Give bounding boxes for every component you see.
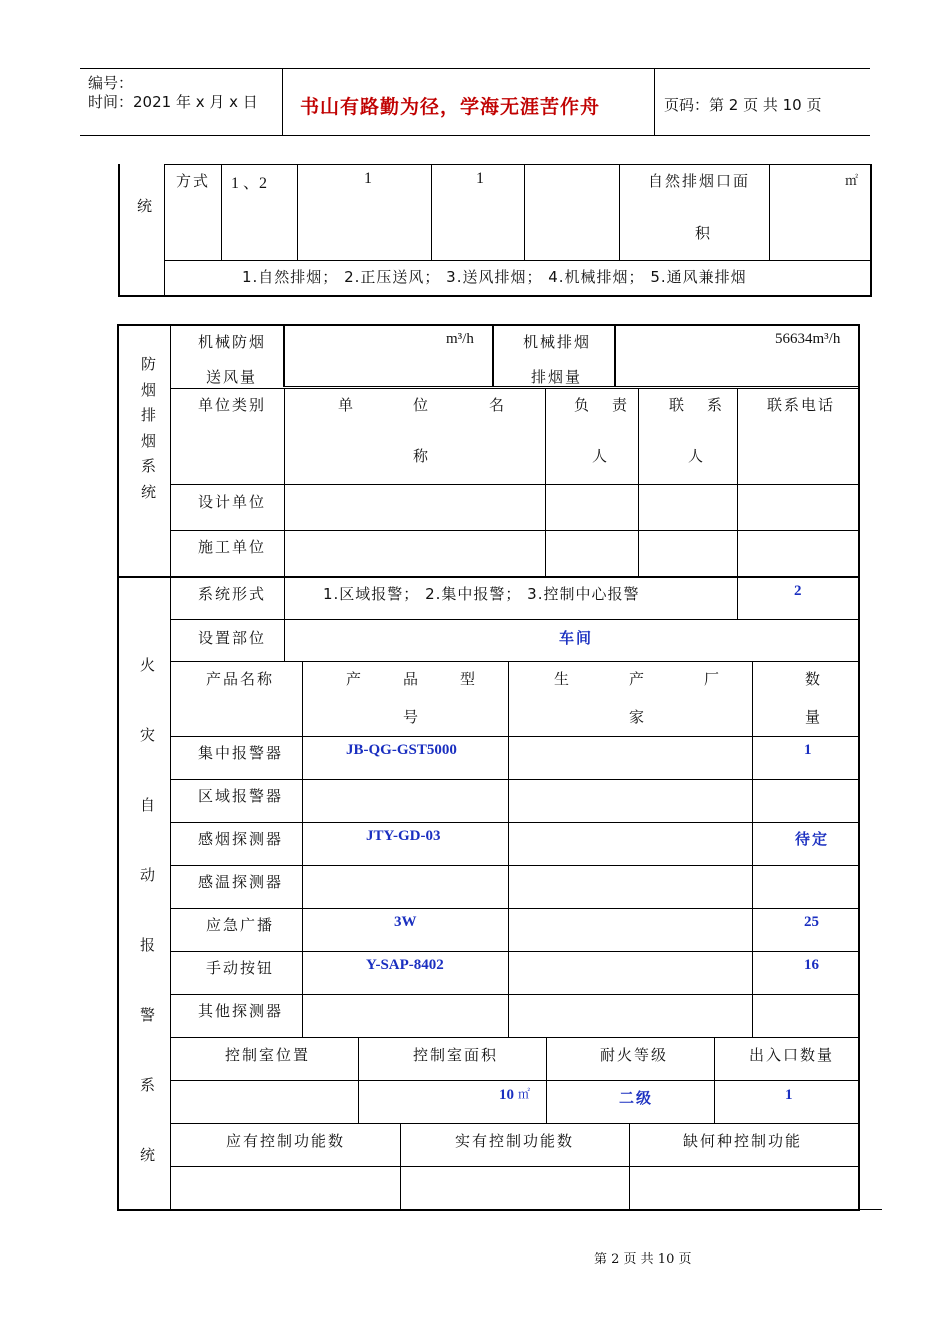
func-actual-header: 实有控制功能数: [455, 1132, 575, 1150]
sys-form-options: 1.区域报警； 2.集中报警； 3.控制中心报警: [323, 585, 640, 603]
mode-value: 1 、2: [231, 175, 268, 192]
mech-exhaust-label-2: 排烟量: [531, 368, 583, 386]
ctrl-room-position-header: 控制室位置: [225, 1046, 311, 1064]
model-header-1: 产: [346, 670, 364, 688]
model-header-3: 型: [460, 670, 478, 688]
product-row-model: JTY-GD-03: [366, 828, 441, 844]
document-number-label: 编号：: [88, 74, 134, 92]
fire-side-char-2: 灾: [140, 726, 158, 744]
phone-header: 联系电话: [767, 396, 836, 414]
fire-side-char-4: 动: [140, 866, 158, 884]
fire-rating-header: 耐火等级: [600, 1046, 669, 1064]
resp-header-3: 人: [592, 447, 610, 465]
product-name-header: 产品名称: [206, 670, 275, 688]
maker-header-3: 厂: [704, 670, 722, 688]
product-row-name: 区域报警器: [198, 787, 284, 805]
natural-area-unit: ㎡: [845, 174, 861, 189]
fire-side-char-1: 火: [140, 656, 158, 674]
sys-form-value: 2: [794, 583, 802, 599]
mech-exhaust-label: 机械排烟: [523, 333, 592, 351]
mode-label: 方式: [176, 172, 211, 190]
exits-value: 1: [785, 1087, 793, 1103]
mech-supply-label-2: 送风量: [206, 368, 258, 386]
func-should-header: 应有控制功能数: [226, 1132, 346, 1150]
contact-header-1: 联: [669, 396, 687, 414]
smoke-mode-legend: 1.自然排烟； 2.正压送风； 3.送风排烟； 4.机械排烟； 5.通风兼排烟: [242, 268, 747, 286]
unit-name-header-2: 位: [413, 396, 431, 414]
natural-area-label-2: 积: [695, 224, 713, 242]
product-row-name: 手动按钮: [206, 959, 275, 977]
product-row-qty: 16: [804, 957, 819, 973]
ctrl-room-area-unit: ㎡: [518, 1087, 533, 1101]
func-missing-header: 缺何种控制功能: [683, 1132, 803, 1150]
location-value: 车间: [559, 629, 594, 647]
product-row-model: 3W: [394, 914, 417, 930]
fire-rating-value: 二级: [619, 1089, 654, 1107]
resp-header-1: 负: [574, 396, 592, 414]
design-unit-label: 设计单位: [198, 493, 267, 511]
location-label: 设置部位: [198, 629, 267, 647]
header-page-info: 页码：第 2 页 共 10 页: [664, 96, 822, 114]
product-row-name: 集中报警器: [198, 744, 284, 762]
product-row-qty: 1: [804, 742, 812, 758]
build-unit-label: 施工单位: [198, 538, 267, 556]
product-row-model: Y-SAP-8402: [366, 957, 444, 973]
table1-side-label: 统: [137, 197, 155, 215]
mech-exhaust-value: 56634m³/h: [775, 331, 841, 347]
model-header-4: 号: [403, 708, 421, 726]
document-time: 时间：2021 年 x 月 x 日: [88, 93, 258, 111]
mode-col-a: 1: [364, 170, 372, 187]
unit-name-header-3: 名: [489, 396, 507, 414]
fire-side-char-6: 警: [140, 1006, 158, 1024]
resp-header-2: 责: [612, 396, 630, 414]
footer-page-number: 第 2 页 共 10 页: [594, 1252, 692, 1267]
maker-header-1: 生: [554, 670, 572, 688]
qty-header-1: 数: [805, 670, 823, 688]
natural-area-label: 自然排烟口面: [648, 172, 751, 190]
qty-header-2: 量: [805, 708, 823, 726]
product-row-name: 其他探测器: [198, 1002, 284, 1020]
ctrl-room-area-header: 控制室面积: [413, 1046, 499, 1064]
mech-supply-label: 机械防烟: [198, 333, 267, 351]
model-header-2: 品: [403, 670, 421, 688]
sys-form-label: 系统形式: [198, 585, 267, 603]
unit-name-header-4: 称: [413, 447, 431, 465]
product-row-name: 感烟探测器: [198, 830, 284, 848]
unit-name-header-1: 单: [338, 396, 356, 414]
header-motto: 书山有路勤为径，学海无涯苦作舟: [300, 96, 601, 118]
contact-header-2: 系: [707, 396, 725, 414]
product-row-name: 感温探测器: [198, 873, 284, 891]
smoke-side-label: 防烟排烟系统: [141, 355, 159, 501]
product-row-model: JB-QG-GST5000: [346, 742, 457, 758]
mech-supply-unit: m³/h: [446, 331, 474, 347]
product-row-name: 应急广播: [206, 916, 275, 934]
exits-header: 出入口数量: [749, 1046, 835, 1064]
fire-side-char-3: 自: [140, 796, 158, 814]
fire-side-char-5: 报: [140, 936, 158, 954]
maker-header-2: 产: [629, 670, 647, 688]
product-row-qty: 25: [804, 914, 819, 930]
product-row-qty: 待定: [795, 830, 830, 848]
mode-col-b: 1: [476, 170, 484, 187]
fire-side-char-7: 系: [140, 1076, 158, 1094]
ctrl-room-area-value: 10: [499, 1087, 514, 1103]
contact-header-3: 人: [688, 447, 706, 465]
fire-side-char-8: 统: [140, 1146, 158, 1164]
maker-header-4: 家: [629, 708, 647, 726]
unit-type-header: 单位类别: [198, 396, 267, 414]
